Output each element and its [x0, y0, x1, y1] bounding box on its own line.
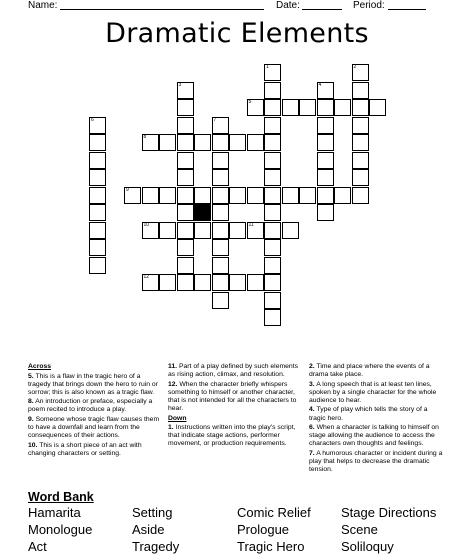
grid-cell[interactable] [212, 134, 229, 151]
grid-cell[interactable] [159, 134, 176, 151]
grid-cell[interactable] [142, 274, 159, 291]
across-clues-col1 [28, 363, 160, 460]
grid-cell[interactable] [142, 134, 159, 151]
period-label: Period: [353, 0, 385, 11]
grid-cell[interactable] [177, 257, 194, 274]
grid-cell[interactable] [247, 99, 264, 116]
grid-cell[interactable] [212, 257, 229, 274]
clue-item: 9. Someone whose tragic flaw causes them to have a downfall and learn from the consequences of their actions. [28, 416, 160, 440]
clue-number: 3 [178, 81, 182, 88]
grid-cell[interactable] [352, 117, 369, 134]
grid-cell[interactable] [352, 82, 369, 99]
grid-cell[interactable] [89, 222, 106, 239]
grid-cell[interactable] [317, 204, 334, 221]
grid-cell[interactable] [229, 222, 246, 239]
word-bank-item: Setting [132, 505, 173, 520]
grid-cell[interactable] [264, 257, 281, 274]
down-heading: Down [168, 414, 187, 422]
grid-cell[interactable] [89, 239, 106, 256]
clue-number: 2 [353, 64, 357, 70]
grid-cell[interactable] [159, 187, 176, 204]
grid-cell[interactable] [194, 187, 211, 204]
word-bank-item: Hamarita [28, 505, 81, 520]
grid-cell[interactable] [352, 169, 369, 186]
grid-cell[interactable] [369, 99, 386, 116]
clue-number: 11 [248, 221, 254, 228]
grid-cell[interactable] [317, 99, 334, 116]
grid-cell[interactable] [212, 239, 229, 256]
clue-item: 1. Instructions written into the play's script, that indicate stage actions, performer movement, or production requirements. [168, 424, 296, 448]
clue-item: 4. Type of play which tells the story of a tragic hero. [309, 406, 428, 422]
grid-cell[interactable] [159, 222, 176, 239]
grid-cell[interactable] [352, 99, 369, 116]
grid-cell[interactable] [264, 117, 281, 134]
clue-item: 10. This is a short piece of an act with changing characters or setting. [28, 441, 142, 457]
clue-item: 11. Part of a play defined by such elements as rising action, climax, and resolution. [168, 363, 298, 379]
grid-cell[interactable] [177, 82, 194, 99]
grid-cell[interactable] [212, 187, 229, 204]
grid-cell[interactable] [264, 274, 281, 291]
word-bank-item: Act [28, 539, 47, 554]
grid-cell[interactable] [89, 204, 106, 221]
clue-number: 12 [143, 274, 150, 280]
clue-number: 4 [318, 81, 322, 88]
grid-cell[interactable] [177, 134, 194, 151]
grid-cell[interactable] [247, 274, 264, 291]
word-bank-item: Soliloquy [341, 539, 394, 554]
word-bank-item: Tragic Hero [237, 539, 305, 554]
clue-number: 6 [91, 116, 94, 123]
word-bank-item: Comic Relief [237, 505, 311, 520]
clue-item: 3. A long speech that is at least ten lines, spoken by a single character for the whole audience to hear. [309, 380, 437, 404]
grid-cell[interactable] [89, 257, 106, 274]
grid-cell[interactable] [264, 239, 281, 256]
grid-cell[interactable] [177, 152, 194, 169]
clue-number: 9 [126, 186, 129, 193]
grid-cell[interactable] [317, 117, 334, 134]
clue-item: 2. Time and place where the events of a drama take place. [309, 363, 430, 379]
clue-item: 6. When a character is talking to himself on stage allowing the audience to access the characters own thoughts and feelings. [309, 424, 439, 448]
down-clues-col3 [309, 363, 445, 476]
grid-cell[interactable] [264, 222, 281, 239]
grid-cell[interactable] [264, 152, 281, 169]
grid-cell[interactable] [264, 292, 281, 309]
grid-cell[interactable] [264, 64, 281, 81]
grid-cell[interactable] [264, 309, 281, 326]
grid-cell[interactable] [177, 169, 194, 186]
grid-cell[interactable] [124, 187, 141, 204]
clues-col2 [168, 363, 302, 450]
grid-cell[interactable] [177, 222, 194, 239]
grid-cell[interactable] [212, 152, 229, 169]
grid-cell[interactable] [247, 187, 264, 204]
grid-cell[interactable] [264, 187, 281, 204]
grid-cell[interactable] [194, 274, 211, 291]
grid-cell[interactable] [159, 274, 176, 291]
grid-cell[interactable] [352, 187, 369, 204]
grid-cell[interactable] [89, 152, 106, 169]
grid-cell[interactable] [282, 99, 299, 116]
grid-cell[interactable] [299, 99, 316, 116]
grid-cell[interactable] [264, 169, 281, 186]
grid-cell[interactable] [194, 222, 211, 239]
grid-cell[interactable] [229, 274, 246, 291]
grid-cell[interactable] [282, 187, 299, 204]
grid-cell[interactable] [317, 187, 334, 204]
grid-cell[interactable] [334, 99, 351, 116]
grid-cell[interactable] [212, 222, 229, 239]
grid-cell[interactable] [229, 134, 246, 151]
grid-cell[interactable] [299, 187, 316, 204]
grid-cell[interactable] [317, 152, 334, 169]
grid-cell[interactable] [142, 222, 159, 239]
grid-cell[interactable] [212, 169, 229, 186]
clue-number: 10 [143, 221, 150, 228]
grid-cell[interactable] [212, 117, 229, 134]
grid-cell[interactable] [212, 204, 229, 221]
grid-cell[interactable] [89, 117, 106, 134]
clue-number: 7 [213, 116, 217, 123]
word-bank-item: Aside [132, 522, 165, 537]
grid-cell[interactable] [282, 222, 299, 239]
grid-cell[interactable] [177, 117, 194, 134]
grid-cell[interactable] [334, 187, 351, 204]
grid-cell[interactable] [317, 82, 334, 99]
clue-item: 5. This is a flaw in the tragic hero of a tragedy that brings down the hero to ruin or sorrow; this is also known as a tragic flaw. [28, 372, 158, 396]
grid-cell[interactable] [264, 204, 281, 221]
grid-cell[interactable] [247, 222, 264, 239]
clue-item: 12. When the character briefly whispers something to himself or another character, that is not intended for all the characters to hear. [168, 380, 297, 412]
grid-cell[interactable] [264, 134, 281, 151]
grid-cell[interactable] [142, 187, 159, 204]
grid-cell[interactable] [229, 187, 246, 204]
grid-cell[interactable] [317, 134, 334, 151]
grid-cell[interactable] [177, 204, 194, 221]
clue-number: 5 [248, 99, 252, 105]
grid-cell[interactable] [89, 169, 106, 186]
grid-cell[interactable] [264, 82, 281, 99]
name-label: Name: [28, 0, 58, 11]
grid-cell[interactable] [212, 274, 229, 291]
date-label: Date: [276, 0, 300, 11]
page-title: Dramatic Elements [105, 18, 369, 49]
clue-number: 1 [266, 64, 269, 70]
grid-cell[interactable] [177, 99, 194, 116]
black-square [194, 204, 211, 221]
grid-cell[interactable] [212, 292, 229, 309]
grid-cell[interactable] [194, 134, 211, 151]
grid-cell[interactable] [177, 239, 194, 256]
grid-cell[interactable] [247, 134, 264, 151]
grid-cell[interactable] [317, 169, 334, 186]
word-bank-item: Monologue [28, 522, 93, 537]
grid-cell[interactable] [89, 134, 106, 151]
grid-cell[interactable] [177, 274, 194, 291]
grid-cell[interactable] [352, 64, 369, 81]
word-bank-title: Word Bank [28, 490, 94, 504]
word-bank-item: Prologue [237, 522, 290, 537]
word-bank-item: Stage Directions [341, 505, 437, 520]
grid-cell[interactable] [177, 187, 194, 204]
clue-item: 8. An introduction or preface, especially a poem recited to introduce a play. [28, 398, 153, 414]
word-bank-item: Scene [341, 522, 378, 537]
grid-cell[interactable] [352, 152, 369, 169]
clue-number: 8 [143, 134, 147, 140]
across-heading: Across [28, 363, 52, 370]
grid-cell[interactable] [89, 187, 106, 204]
word-bank-item: Tragedy [132, 539, 180, 554]
grid-cell[interactable] [352, 134, 369, 151]
clue-item: 7. A humorous character or incident during a play that helps to decrease the dramatic tension. [309, 449, 443, 474]
grid-cell[interactable] [264, 99, 281, 116]
